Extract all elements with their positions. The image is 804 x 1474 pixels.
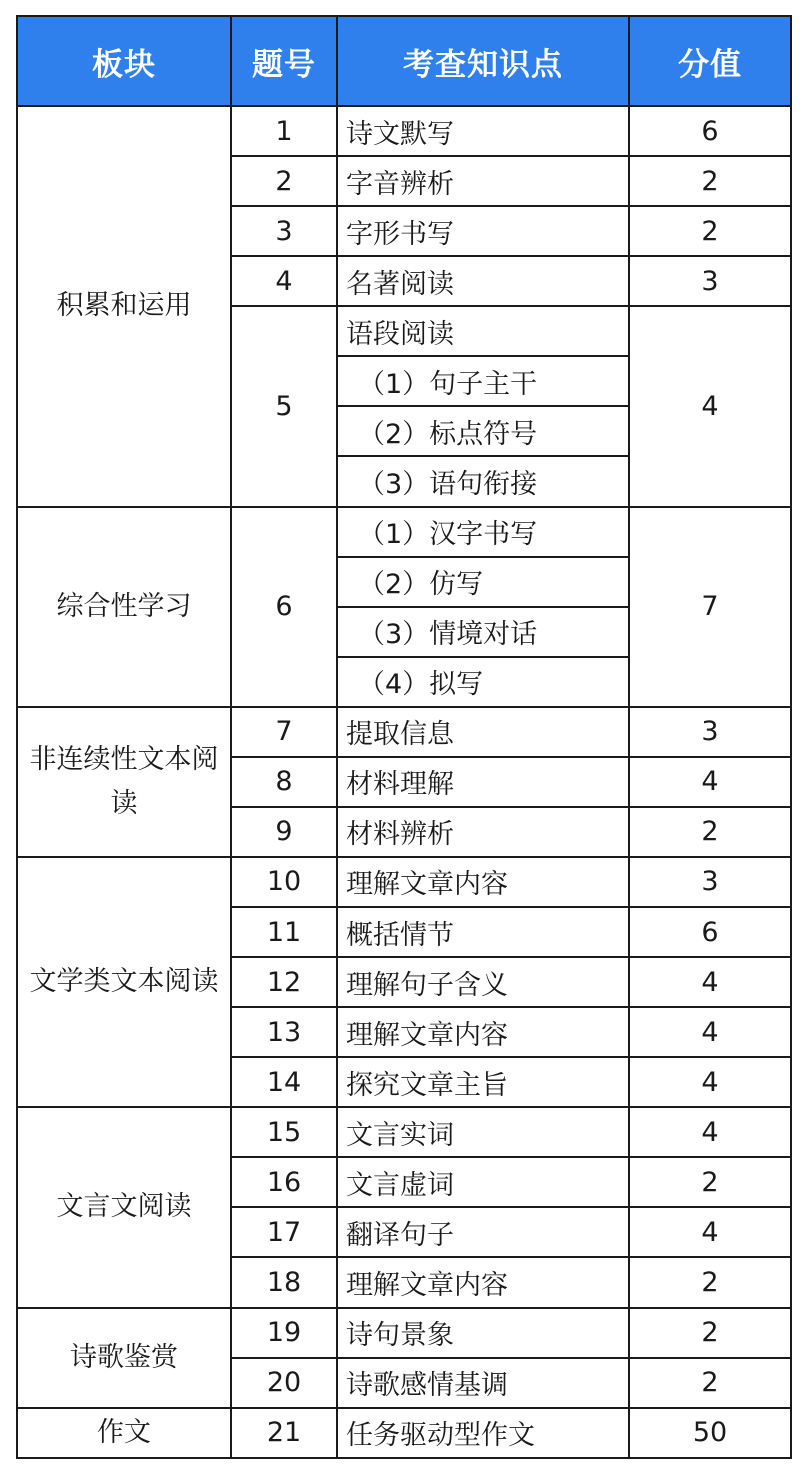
score-value: 4 bbox=[629, 757, 791, 807]
score-value: 4 bbox=[629, 1007, 791, 1057]
question-number: 13 bbox=[231, 1007, 337, 1057]
knowledge-point: 理解文章内容 bbox=[337, 857, 629, 907]
table-row bbox=[17, 707, 791, 757]
question-number: 3 bbox=[231, 206, 337, 256]
question-number: 16 bbox=[231, 1157, 337, 1207]
header-row bbox=[17, 16, 791, 106]
question-number: 6 bbox=[231, 507, 337, 707]
question-number: 10 bbox=[231, 857, 337, 907]
knowledge-subpoint: （1）汉字书写 bbox=[337, 507, 629, 557]
question-number: 2 bbox=[231, 156, 337, 206]
section-name: 非连续性文本阅读 bbox=[17, 707, 231, 857]
question-number: 21 bbox=[231, 1408, 337, 1458]
question-number: 5 bbox=[231, 306, 337, 506]
section-name: 文学类文本阅读 bbox=[17, 857, 231, 1107]
score-value: 4 bbox=[629, 306, 791, 506]
score-value: 2 bbox=[629, 206, 791, 256]
knowledge-point: 探究文章主旨 bbox=[337, 1057, 629, 1107]
header-knowledge: 考查知识点 bbox=[337, 16, 629, 106]
question-number: 1 bbox=[231, 106, 337, 156]
score-value: 2 bbox=[629, 156, 791, 206]
knowledge-point: 材料辨析 bbox=[337, 807, 629, 857]
knowledge-point: 字音辨析 bbox=[337, 156, 629, 206]
knowledge-point: 语段阅读 bbox=[337, 306, 629, 356]
knowledge-point: 文言虚词 bbox=[337, 1157, 629, 1207]
knowledge-point: 理解文章内容 bbox=[337, 1007, 629, 1057]
question-number: 9 bbox=[231, 807, 337, 857]
knowledge-subpoint: （1）句子主干 bbox=[337, 356, 629, 406]
table-row bbox=[17, 857, 791, 907]
score-value: 6 bbox=[629, 106, 791, 156]
knowledge-point: 诗文默写 bbox=[337, 106, 629, 156]
score-value: 7 bbox=[629, 507, 791, 707]
header-score: 分值 bbox=[629, 16, 791, 106]
knowledge-point: 诗句景象 bbox=[337, 1308, 629, 1358]
section-name: 诗歌鉴赏 bbox=[17, 1308, 231, 1408]
question-number: 7 bbox=[231, 707, 337, 757]
question-number: 18 bbox=[231, 1257, 337, 1307]
score-value: 2 bbox=[629, 1358, 791, 1408]
knowledge-point: 材料理解 bbox=[337, 757, 629, 807]
knowledge-subpoint: （3）语句衔接 bbox=[337, 456, 629, 506]
section-name: 作文 bbox=[17, 1408, 231, 1458]
knowledge-point: 理解文章内容 bbox=[337, 1257, 629, 1307]
knowledge-point: 文言实词 bbox=[337, 1107, 629, 1157]
knowledge-point: 诗歌感情基调 bbox=[337, 1358, 629, 1408]
score-value: 4 bbox=[629, 957, 791, 1007]
question-number: 11 bbox=[231, 907, 337, 957]
section-name: 综合性学习 bbox=[17, 507, 231, 707]
score-value: 50 bbox=[629, 1408, 791, 1458]
score-value: 2 bbox=[629, 1308, 791, 1358]
score-value: 4 bbox=[629, 1207, 791, 1257]
question-number: 8 bbox=[231, 757, 337, 807]
knowledge-point: 名著阅读 bbox=[337, 256, 629, 306]
table-row bbox=[17, 507, 791, 557]
score-value: 3 bbox=[629, 707, 791, 757]
score-value: 4 bbox=[629, 1107, 791, 1157]
table-row bbox=[17, 106, 791, 156]
question-number: 17 bbox=[231, 1207, 337, 1257]
knowledge-subpoint: （4）拟写 bbox=[337, 657, 629, 707]
section-name: 文言文阅读 bbox=[17, 1107, 231, 1307]
question-number: 14 bbox=[231, 1057, 337, 1107]
exam-structure-table bbox=[16, 15, 792, 1459]
table-row bbox=[17, 1308, 791, 1358]
score-value: 3 bbox=[629, 256, 791, 306]
knowledge-point: 提取信息 bbox=[337, 707, 629, 757]
score-value: 4 bbox=[629, 1057, 791, 1107]
question-number: 20 bbox=[231, 1358, 337, 1408]
question-number: 19 bbox=[231, 1308, 337, 1358]
question-number: 15 bbox=[231, 1107, 337, 1157]
score-value: 2 bbox=[629, 1257, 791, 1307]
score-value: 2 bbox=[629, 807, 791, 857]
knowledge-subpoint: （3）情境对话 bbox=[337, 607, 629, 657]
knowledge-subpoint: （2）标点符号 bbox=[337, 406, 629, 456]
header-section: 板块 bbox=[17, 16, 231, 106]
knowledge-point: 概括情节 bbox=[337, 907, 629, 957]
table-row bbox=[17, 1408, 791, 1458]
question-number: 4 bbox=[231, 256, 337, 306]
score-value: 2 bbox=[629, 1157, 791, 1207]
knowledge-point: 任务驱动型作文 bbox=[337, 1408, 629, 1458]
section-name: 积累和运用 bbox=[17, 106, 231, 507]
score-value: 6 bbox=[629, 907, 791, 957]
score-value: 3 bbox=[629, 857, 791, 907]
header-number: 题号 bbox=[231, 16, 337, 106]
knowledge-point: 理解句子含义 bbox=[337, 957, 629, 1007]
knowledge-point: 字形书写 bbox=[337, 206, 629, 256]
table-row bbox=[17, 1107, 791, 1157]
knowledge-subpoint: （2）仿写 bbox=[337, 557, 629, 607]
knowledge-point: 翻译句子 bbox=[337, 1207, 629, 1257]
question-number: 12 bbox=[231, 957, 337, 1007]
